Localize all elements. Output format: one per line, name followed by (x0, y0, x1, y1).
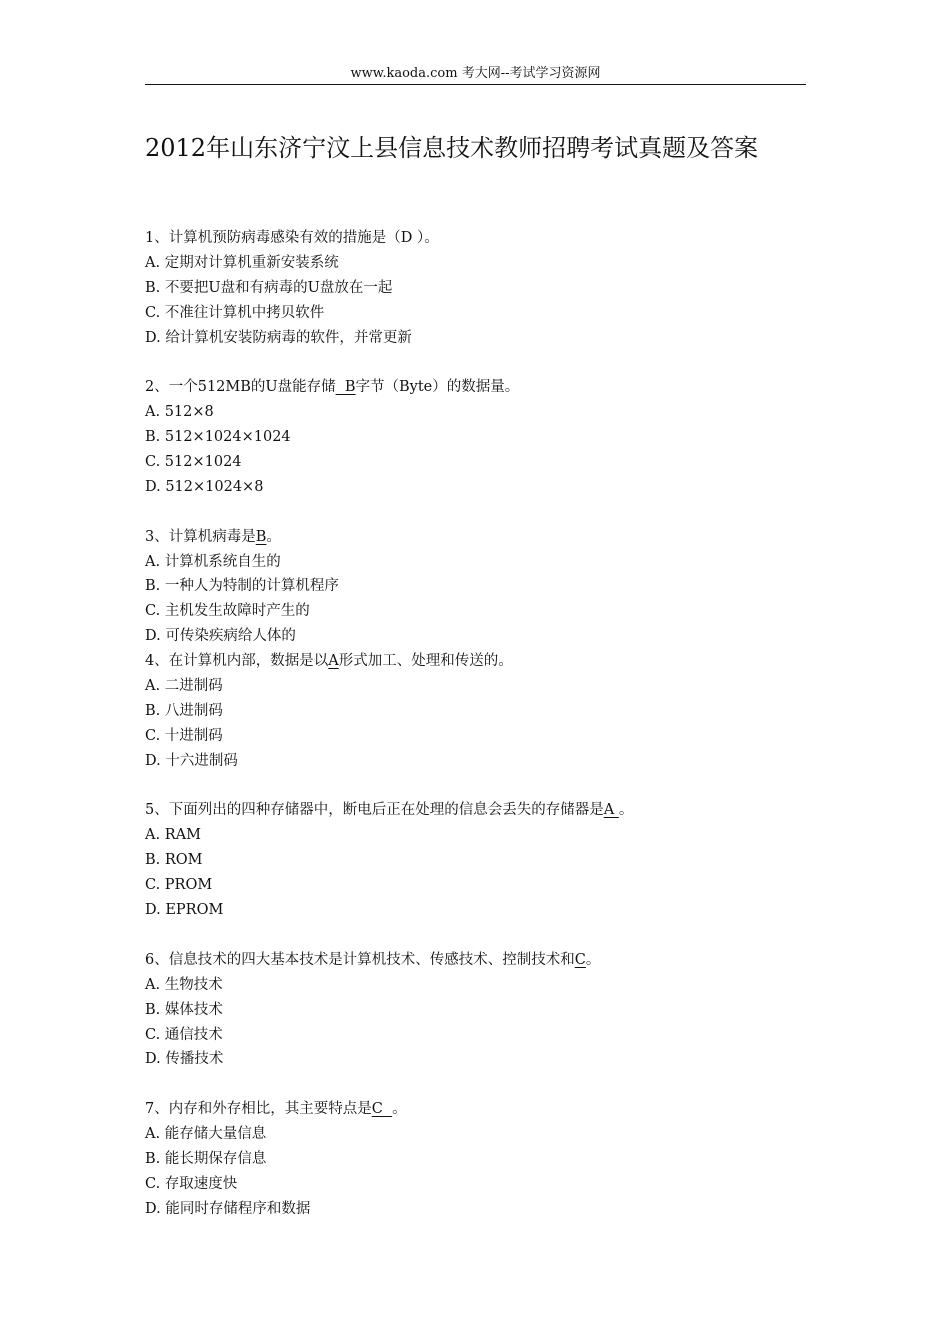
question-1 (145, 226, 825, 350)
option-a: A. 定期对计算机重新安装系统 (145, 254, 339, 271)
question-stem: 7、内存和外存相比，其主要特点是C 。 (145, 1101, 407, 1118)
answer-blank: C (574, 951, 586, 968)
option-a: A. 512×8 (145, 404, 214, 421)
option-b: B. 媒体技术 (145, 1001, 223, 1018)
option-b: B. 一种人为特制的计算机程序 (145, 578, 339, 595)
option-c: C. 存取速度快 (145, 1175, 238, 1192)
option-c: C. 512×1024 (145, 454, 242, 471)
option-b: B. 八进制码 (145, 702, 223, 719)
question-7 (145, 1097, 825, 1221)
option-c: C. 不准往计算机中拷贝软件 (145, 304, 325, 321)
option-d: D. EPROM (145, 902, 224, 919)
option-b: B. 能长期保存信息 (145, 1150, 267, 1167)
option-b: B. 512×1024×1024 (145, 429, 291, 446)
option-d: D. 十六进制码 (145, 752, 238, 769)
option-d: D. 能同时存储程序和数据 (145, 1200, 311, 1217)
option-b: B. 不要把U盘和有病毒的U盘放在一起 (145, 279, 393, 296)
question-2 (145, 375, 825, 499)
answer-blank: A (328, 653, 339, 670)
answer-blank: A (603, 802, 619, 819)
option-a: A. 二进制码 (145, 678, 223, 695)
option-a: A. RAM (145, 827, 201, 844)
option-c: C. 通信技术 (145, 1026, 223, 1043)
page-title: 2012年山东济宁汶上县信息技术教师招聘考试真题及答案 (145, 134, 759, 162)
question-6 (145, 948, 825, 1072)
answer-blank: B (255, 528, 267, 545)
question-5 (145, 798, 825, 922)
question-list (145, 226, 825, 1222)
option-d: D. 给计算机安装防病毒的软件，并常更新 (145, 329, 412, 346)
answer-blank: C (371, 1101, 393, 1118)
option-a: A. 生物技术 (145, 976, 223, 993)
option-b: B. ROM (145, 852, 203, 869)
option-d: D. 可传染疾病给人体的 (145, 628, 296, 645)
option-d: D. 传播技术 (145, 1051, 224, 1068)
question-stem: 2、一个512MB的U盘能存储 B字节（Byte）的数据量。 (145, 379, 520, 396)
question-stem: 4、在计算机内部，数据是以A形式加工、处理和传送的。 (145, 653, 513, 670)
site-header: www.kaoda.com 考大网--考试学习资源网 (350, 66, 601, 81)
answer-blank: B (335, 379, 356, 396)
question-stem: 5、下面列出的四种存储器中，断电后正在处理的信息会丢失的存储器是A 。 (145, 802, 634, 819)
question-4 (145, 649, 825, 773)
option-a: A. 计算机系统自生的 (145, 553, 281, 570)
question-stem: 3、计算机病毒是B。 (145, 528, 281, 545)
option-c: C. 十进制码 (145, 727, 223, 744)
option-d: D. 512×1024×8 (145, 478, 264, 495)
question-3 (145, 525, 825, 649)
header-divider (145, 84, 806, 85)
question-stem: 1、计算机预防病毒感染有效的措施是（D ）。 (145, 230, 439, 246)
option-c: C. 主机发生故障时产生的 (145, 603, 310, 620)
option-c: C. PROM (145, 877, 213, 894)
question-stem: 6、信息技术的四大基本技术是计算机技术、传感技术、控制技术和C。 (145, 951, 601, 968)
option-a: A. 能存储大量信息 (145, 1126, 267, 1143)
